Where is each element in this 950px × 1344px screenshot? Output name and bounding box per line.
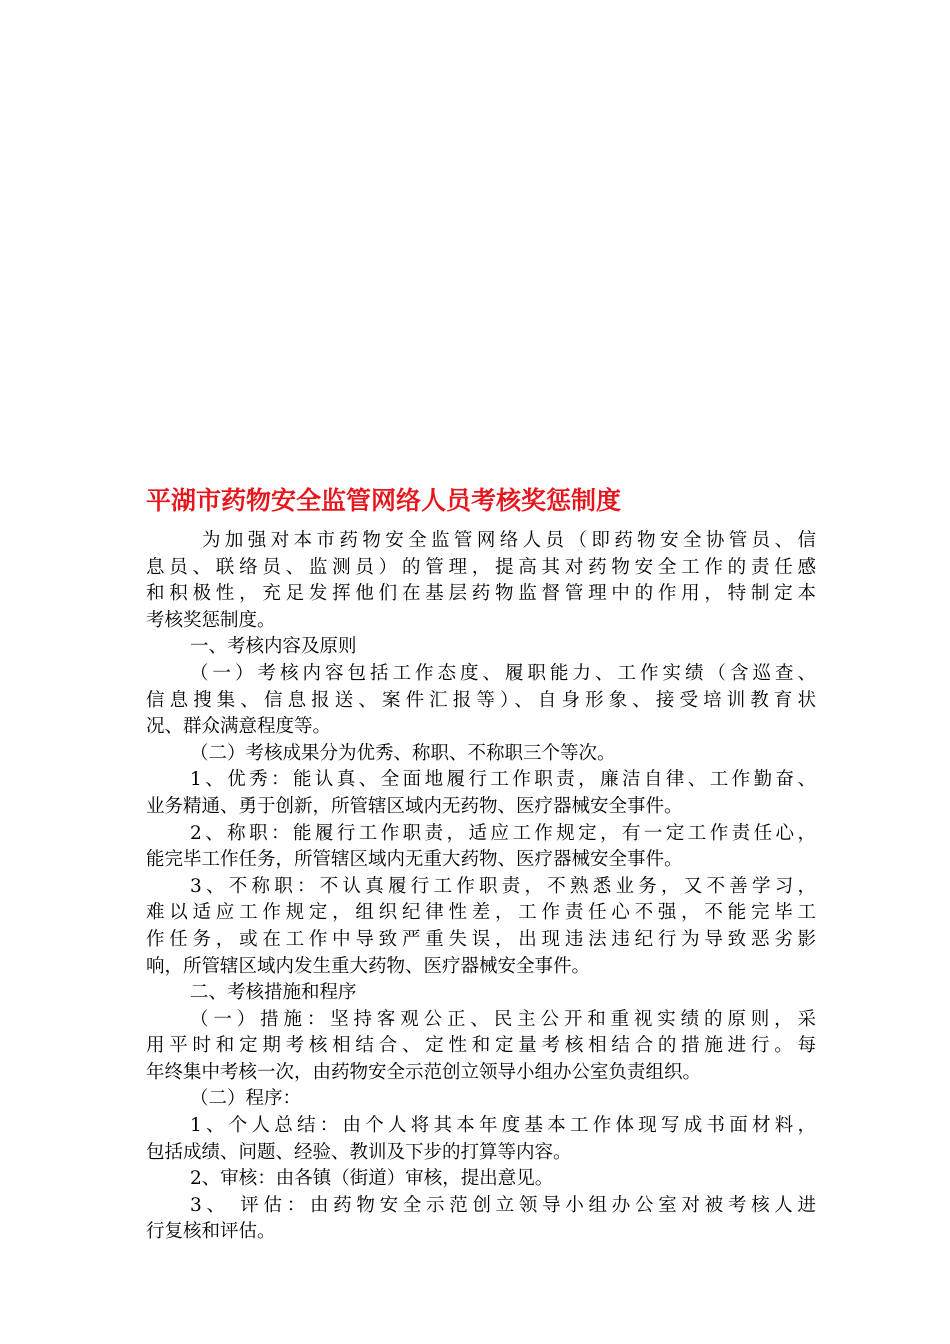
body-line: 3、 评估：由药物安全示范创立领导小组办公室对被考核人进: [190, 1194, 816, 1216]
body-line: 1、优秀：能认真、全面地履行工作职责，廉洁自律、工作勤奋、: [190, 769, 816, 791]
document-body: [146, 528, 816, 1246]
body-line: （一）措施：坚持客观公正、民主公开和重视实绩的原则，采: [190, 1008, 816, 1030]
body-line: （二）程序：: [190, 1088, 302, 1110]
body-line: 用平时和定期考核相结合、定性和定量考核相结合的措施进行。每: [146, 1035, 816, 1057]
body-line: 难以适应工作规定，组织纪律性差，工作责任心不强，不能完毕工: [146, 902, 816, 924]
body-line: 2、审核：由各镇（街道）审核，提出意见。: [190, 1168, 554, 1190]
body-line: 况、群众满意程度等。: [146, 716, 332, 738]
body-line: 能完毕工作任务，所管辖区域内无重大药物、医疗器械安全事件。: [146, 849, 683, 871]
body-line: 2、称职：能履行工作职责，适应工作规定，有一定工作责任心，: [190, 822, 816, 844]
body-line: 行复核和评估。: [146, 1221, 276, 1243]
document-title: 平湖市药物安全监管网络人员考核奖惩制度: [146, 486, 622, 515]
body-line: 1、个人总结：由个人将其本年度基本工作体现写成书面材料，: [190, 1115, 816, 1137]
body-line: 业务精通、勇于创新，所管辖区域内无药物、医疗器械安全事件。: [146, 795, 683, 817]
body-line: 为加强对本市药物安全监管网络人员（即药物安全协管员、信: [202, 530, 816, 551]
body-line: 年终集中考核一次，由药物安全示范创立领导小组办公室负责组织。: [146, 1061, 702, 1083]
body-line: 息员、联络员、监测员）的管理，提高其对药物安全工作的责任感: [146, 556, 816, 578]
body-line: 和积极性，充足发挥他们在基层药物监督管理中的作用，特制定本: [146, 583, 816, 605]
body-line: 3、不称职：不认真履行工作职责，不熟悉业务，又不善学习，: [190, 875, 816, 897]
body-line: 响，所管辖区域内发生重大药物、医疗器械安全事件。: [146, 955, 591, 977]
body-line: 一、考核内容及原则: [190, 636, 357, 658]
body-line: 信息搜集、信息报送、案件汇报等）、自身形象、接受培训教育状: [146, 689, 816, 711]
body-line: 考核奖惩制度。: [146, 609, 276, 631]
body-line: （一）考核内容包括工作态度、履职能力、工作实绩（含巡查、: [190, 662, 816, 684]
body-line: 包括成绩、问题、经验、教训及下步的打算等内容。: [146, 1141, 572, 1163]
body-line: （二）考核成果分为优秀、称职、不称职三个等次。: [190, 742, 616, 764]
body-line: 二、考核措施和程序: [190, 982, 357, 1004]
body-line: 作任务，或在工作中导致严重失误，出现违法违纪行为导致恶劣影: [146, 928, 816, 950]
